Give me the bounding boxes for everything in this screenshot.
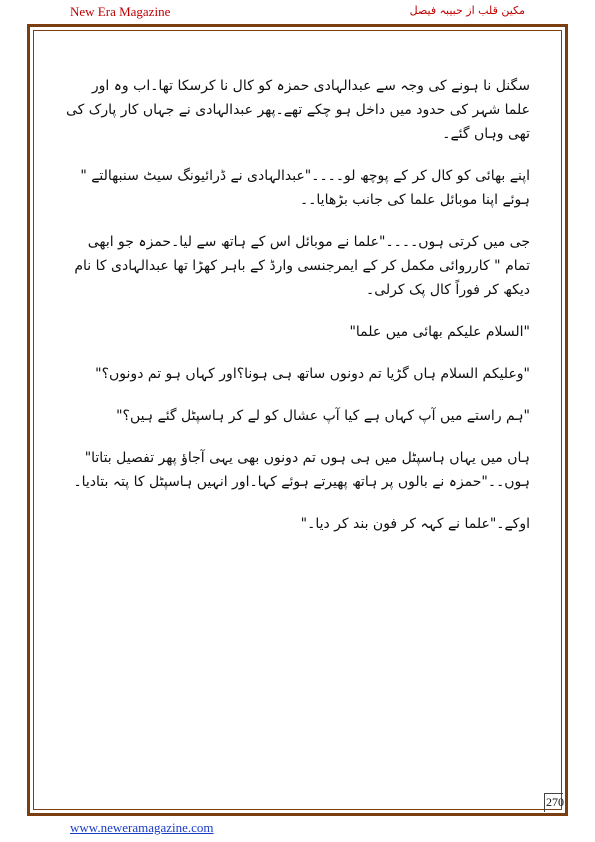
story-title: مکین قلب از حبیبہ فیصل [409, 4, 525, 17]
paragraph-6: "ہم راستے میں آپ کہاں ہے کیا آپ عشال کو لے کر ہاسپٹل گئے ہیں؟" [116, 408, 530, 424]
paragraph-7: ہاں میں یہاں ہاسپٹل میں ہی ہوں تم دونوں بھی یہی آجاؤ پھر تفصیل بتاتا" ہوں۔۔"حمزہ نے بالوں پر ہاتھ پھیرتے ہوئے کہا۔اور انہیں ہاسپٹل کا پتہ بتادیا۔ [73, 450, 530, 490]
page-number: 270 [546, 795, 564, 809]
website-link[interactable]: www.neweramagazine.com [70, 820, 214, 835]
footer-divider [30, 814, 566, 815]
paragraph-1: سگنل نا ہونے کی وجہ سے عبدالہادی حمزہ کو کال نا کرسکا تھا۔اب وہ اور علما شہر کی حدود میں داخل ہو چکے تھے۔پھر عبدالہادی نے جہاں کار پارک کی تھی وہاں گئے۔ [66, 78, 530, 142]
story-text [66, 74, 530, 554]
paragraph-2: اپنے بھائی کو کال کر کے پوچھ لو۔۔۔۔"عبدالہادی نے ڈرائیونگ سیٹ سنبھالتے " ہوئے اپنا موبائل علما کی جانب بڑھایا۔۔ [80, 168, 530, 208]
magazine-name: New Era Magazine [70, 4, 171, 19]
paragraph-3: جی میں کرتی ہوں۔۔۔۔"علما نے موبائل اس کے ہاتھ سے لیا۔حمزہ جو ابھی تمام " کارروائی مکمل کر کے ایمرجنسی وارڈ کے باہر کھڑا تھا عبدالہادی کا نام دیکھ کر فوراً کال پک کرلی۔ [74, 234, 530, 298]
paragraph-4: "السلام علیکم بھائی میں علما" [349, 324, 530, 340]
paragraph-8: اوکے۔"علما نے کہہ کر فون بند کر دیا۔" [300, 516, 530, 532]
paragraph-5: "وعلیکم السلام ہاں گڑیا تم دونوں ساتھ ہی ہونا؟اور کہاں ہو تم دونوں؟" [95, 366, 530, 382]
